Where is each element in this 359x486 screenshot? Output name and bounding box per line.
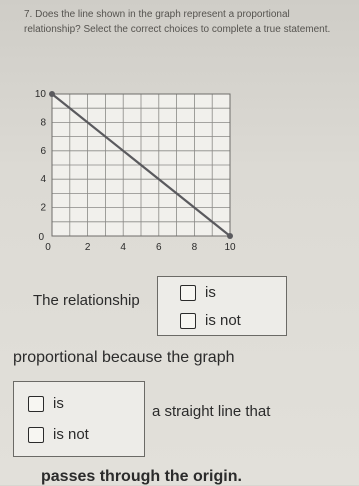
data-point bbox=[227, 233, 233, 239]
x-tick-label: 2 bbox=[84, 242, 91, 253]
statement-part2: proportional because the graph bbox=[13, 349, 235, 366]
x-tick-label: 0 bbox=[45, 242, 51, 253]
checkbox-is-not-relationship[interactable] bbox=[180, 313, 196, 329]
option-is-label: is bbox=[205, 284, 216, 301]
choice-box-graph bbox=[13, 381, 145, 457]
x-tick-label: 6 bbox=[156, 242, 162, 253]
option-is-relationship[interactable] bbox=[180, 284, 216, 301]
y-tick-label: 6 bbox=[40, 145, 46, 157]
data-point bbox=[49, 91, 55, 97]
x-tick-label: 4 bbox=[120, 242, 126, 253]
choice-box-relationship bbox=[157, 276, 287, 336]
y-tick-label: 2 bbox=[40, 202, 46, 214]
question-text: Does the line shown in the graph represent a proportional relationship? Select the correct choices to complete a true statement. bbox=[24, 9, 331, 35]
option-is-not-label: is not bbox=[205, 312, 241, 329]
statement-part3: a straight line that bbox=[152, 403, 271, 420]
checkbox-is-graph[interactable] bbox=[28, 396, 44, 412]
statement-part4: passes through the origin. bbox=[41, 468, 242, 485]
x-tick-label: 10 bbox=[224, 242, 236, 253]
y-tick-label: 4 bbox=[40, 174, 46, 186]
option-is-not-graph[interactable] bbox=[28, 426, 89, 443]
checkbox-is-not-graph[interactable] bbox=[28, 427, 44, 443]
x-tick-label: 8 bbox=[191, 242, 198, 253]
line-graph bbox=[30, 86, 250, 266]
statement-part1: The relationship bbox=[33, 292, 140, 309]
question-number: 7. bbox=[24, 9, 33, 20]
y-origin-label: 0 bbox=[38, 232, 44, 243]
y-tick-label: 8 bbox=[40, 117, 46, 129]
option-is-graph[interactable] bbox=[28, 395, 64, 412]
option-is-not-relationship[interactable] bbox=[180, 312, 241, 329]
option-is-not-label: is not bbox=[53, 426, 89, 443]
question-prompt bbox=[24, 7, 344, 37]
option-is-label: is bbox=[53, 395, 64, 412]
checkbox-is-relationship[interactable] bbox=[180, 285, 196, 301]
y-tick-label: 10 bbox=[34, 89, 46, 100]
